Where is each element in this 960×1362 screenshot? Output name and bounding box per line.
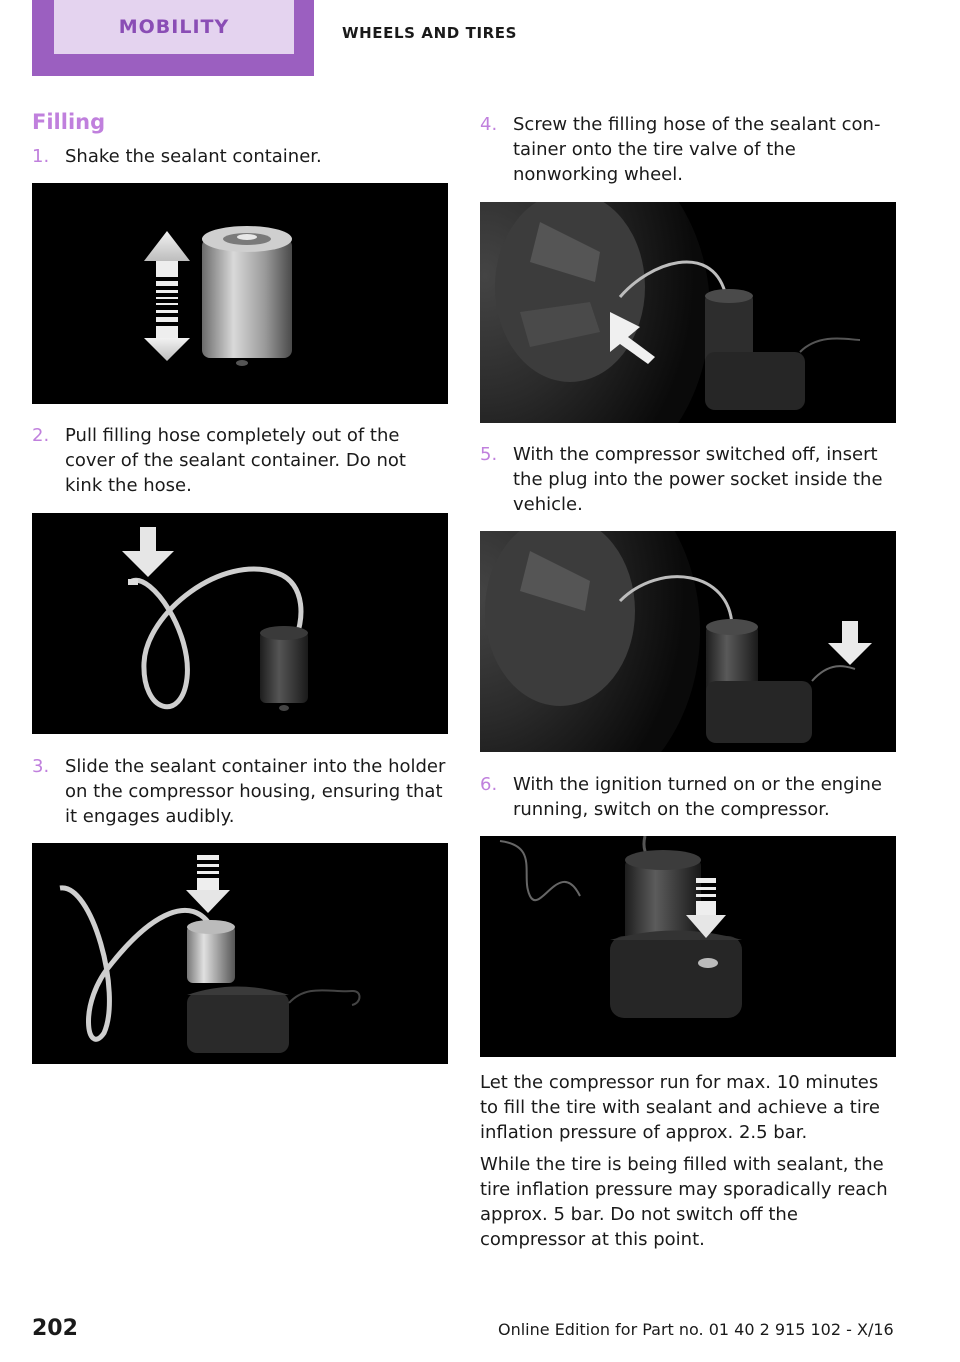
section-label: WHEELS AND TIRES bbox=[342, 24, 518, 42]
section-heading: Filling bbox=[32, 110, 106, 134]
step-number: 3. bbox=[32, 756, 50, 777]
step-text: With the ignition turned on or the engine running, switch on the compressor. bbox=[513, 774, 882, 820]
paragraph-run-time: Let the compressor run for max. 10 minutes to fill the tire with sealant and achieve a tire inflation pressure of approx. 2.5 bar. bbox=[480, 1072, 880, 1143]
step-number: 4. bbox=[480, 114, 498, 135]
illustration-plug-socket bbox=[480, 531, 896, 752]
paragraph-pressure-note: While the tire is being filled with sealant, the tire inflation pressure may sporadically reach approx. 5 bar. Do not switch off the compressor at this point. bbox=[480, 1154, 888, 1250]
header-tab bbox=[32, 0, 314, 76]
header-tab-label: MOBILITY bbox=[118, 16, 230, 38]
step-text: Slide the sealant container into the holder on the compressor housing, ensuring that it engages audibly. bbox=[65, 756, 446, 827]
illustration-switch-on-compressor bbox=[480, 836, 896, 1057]
page-number: 202 bbox=[32, 1316, 78, 1341]
step-number: 2. bbox=[32, 425, 50, 446]
footer-edition: Online Edition for Part no. 01 40 2 915 102 - X/16 bbox=[498, 1320, 894, 1339]
illustration-shake-container bbox=[32, 183, 448, 404]
header-tab-inner bbox=[54, 0, 294, 54]
step-text: Shake the sealant container. bbox=[65, 146, 322, 167]
step-text: Pull filling hose completely out of the cover of the sealant container. Do not kink the hose. bbox=[65, 425, 406, 496]
step-text: Screw the filling hose of the sealant container onto the tire valve of the nonworking wheel. bbox=[513, 114, 881, 185]
step-text: With the compressor switched off, insert the plug into the power socket inside the vehicle. bbox=[513, 444, 883, 515]
step-number: 1. bbox=[32, 146, 50, 167]
step-number: 6. bbox=[480, 774, 498, 795]
step-number: 5. bbox=[480, 444, 498, 465]
illustration-pull-hose bbox=[32, 513, 448, 734]
illustration-connect-valve bbox=[480, 202, 896, 423]
illustration-insert-container bbox=[32, 843, 448, 1064]
